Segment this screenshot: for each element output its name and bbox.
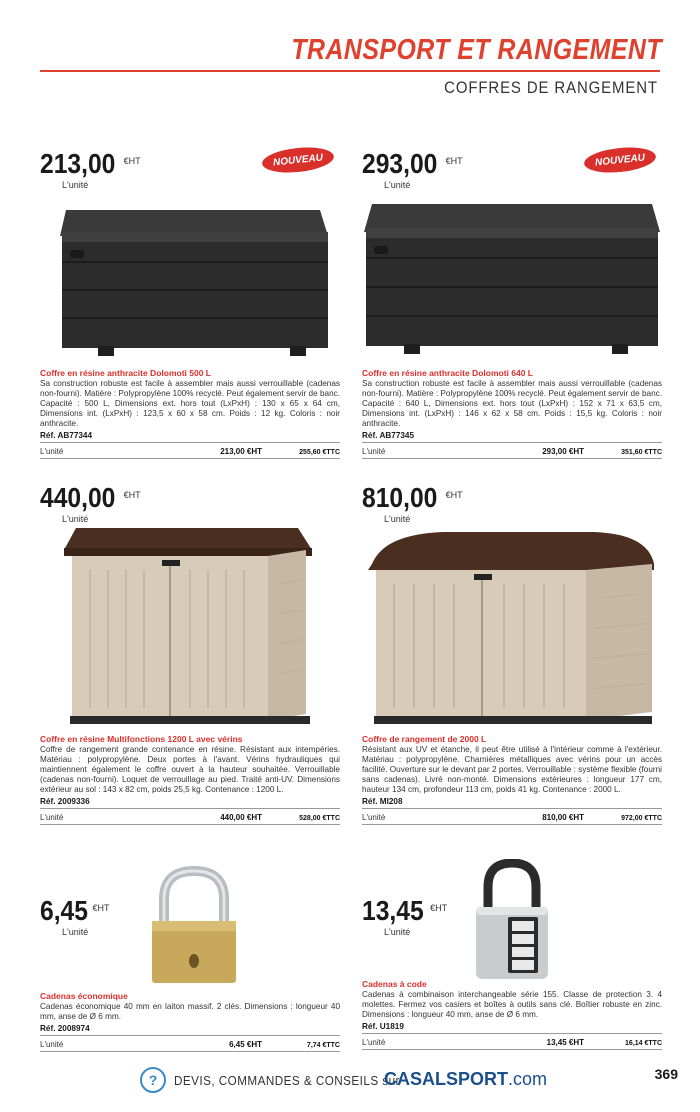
product-name: Cadenas à code (362, 979, 427, 989)
page-subtitle: COFFRES DE RANGEMENT (444, 78, 658, 97)
price-block (362, 148, 463, 190)
product-name: Coffre de rangement de 2000 L (362, 734, 487, 744)
brand-link[interactable] (384, 1069, 547, 1090)
row-label: L'unité (362, 447, 386, 456)
row-price-ttc: 255,60 €TTC (299, 449, 340, 456)
price-block (362, 895, 447, 937)
row-price-ht: 213,00 €HT (220, 447, 262, 456)
product-card (40, 895, 340, 1055)
price-suffix: €HT (430, 903, 448, 913)
product-info (362, 979, 662, 1050)
page-title: TRANSPORT ET RANGEMENT (291, 34, 662, 66)
new-badge: NOUVEAU (583, 144, 657, 175)
row-price-ttc: 528,00 €TTC (299, 815, 340, 822)
product-info (40, 734, 340, 825)
row-label: L'unité (40, 1040, 64, 1049)
chat-question-icon: ? (140, 1067, 166, 1093)
product-info (362, 734, 662, 825)
price-block (40, 148, 141, 190)
price-row (362, 1038, 662, 1050)
product-ref: Réf. AB77344 (40, 431, 340, 443)
product-card (40, 148, 340, 460)
product-name: Coffre en résine Multifonctions 1200 L avec vérins (40, 734, 243, 744)
page-number: 369 (654, 1066, 678, 1082)
price-suffix: €HT (445, 156, 463, 166)
product-card (362, 895, 662, 1055)
row-price-ttc: 351,60 €TTC (621, 449, 662, 456)
product-info (40, 991, 340, 1052)
header-divider (40, 70, 660, 72)
row-price-ht: 810,00 €HT (542, 813, 584, 822)
product-info (40, 368, 340, 459)
unit-label: L'unité (384, 180, 411, 190)
product-description: Cadenas économique 40 mm en laiton massif. 2 clés. Dimensions : longueur 40 mm, anse de Ø 6 mm. (40, 1002, 340, 1021)
product-ref: Réf. U1819 (362, 1022, 662, 1034)
brand-name: CASALSPORT (384, 1069, 509, 1089)
row-price-ht: 6,45 €HT (229, 1040, 262, 1049)
price-suffix: €HT (445, 490, 463, 500)
price-row (40, 447, 340, 459)
row-price-ht: 440,00 €HT (220, 813, 262, 822)
product-description: Sa construction robuste est facile à assembler mais aussi verrouillable (cadenas non-fourni). Matière : Polypropylène 100% recyclé. Peut également servir de banc. Capacité : 500 L, Dimensions ext. hors tout (LxPxH) : 130 x 65 x 64 cm, Dimensions int. (LxPxH) : 123,5 x 60 x 58 cm. Poids : 12 kg. Coloris : noir anthracite. (40, 379, 340, 428)
row-price-ttc: 16,14 €TTC (625, 1040, 662, 1047)
price: 293,00 (362, 148, 438, 179)
product-description: Sa construction robuste est facile à assembler mais aussi verrouillable (cadenas non-fourni). Matière : Polypropylène 100% recyclé. Peut également servir de banc. Capacité : 640 L, Dimensions ext. hors tout (LxPxH) : 152 x 71 x 63,5 cm, Dimensions int. (LxPxH) : 146 x 62 x 58 cm. Poids : 15,5 kg. Coloris : noir anthracite. (362, 379, 662, 428)
price: 6,45 (40, 895, 88, 926)
price: 810,00 (362, 482, 438, 513)
product-card (362, 482, 662, 852)
unit-label: L'unité (384, 927, 411, 937)
product-ref: Réf. MI208 (362, 797, 662, 809)
unit-label: L'unité (62, 927, 89, 937)
row-label: L'unité (40, 813, 64, 822)
product-name: Cadenas économique (40, 991, 128, 1001)
row-label: L'unité (362, 813, 386, 822)
padlock-image (146, 865, 242, 987)
price-block (40, 482, 141, 524)
product-card (40, 482, 340, 852)
row-price-ttc: 7,74 €TTC (306, 1042, 340, 1049)
price-suffix: €HT (92, 903, 110, 913)
new-badge: NOUVEAU (261, 144, 335, 175)
product-name: Coffre en résine anthracite Dolomoti 500 L (40, 368, 211, 378)
unit-label: L'unité (384, 514, 411, 524)
product-ref: Réf. 2009336 (40, 797, 340, 809)
product-ref: Réf. 2008974 (40, 1024, 340, 1036)
price: 440,00 (40, 482, 116, 513)
brand-suffix: .com (508, 1069, 548, 1089)
product-description: Résistant aux UV et étanche, il peut être utilisé à l'intérieur comme à l'extérieur. Matériau : polypropylène. Charnières métalliques avec vérins pour un accès facilité. Ouverture sur le devant par 2 portes. Verrouillable : système flexible (fourni sans cadenas). Livré non-monté. Dimensions extérieures : longueur 177 cm, hauteur 134 cm, profondeur 113 cm, poids 41 kg. Contenance : 2000 L. (362, 745, 662, 794)
price-block (40, 895, 110, 937)
product-name: Coffre en résine anthracite Dolomoti 640 L (362, 368, 533, 378)
price: 13,45 (362, 895, 424, 926)
storage-shed-image (62, 524, 314, 730)
product-ref: Réf. AB77345 (362, 431, 662, 443)
combination-padlock-image (472, 859, 552, 983)
footer-text: DEVIS, COMMANDES & CONSEILS sur (174, 1072, 400, 1088)
price-suffix: €HT (123, 156, 141, 166)
price: 213,00 (40, 148, 116, 179)
storage-box-image (364, 192, 660, 364)
product-info (362, 368, 662, 459)
unit-label: L'unité (62, 514, 89, 524)
row-price-ht: 13,45 €HT (546, 1038, 584, 1047)
price-row (362, 813, 662, 825)
row-price-ht: 293,00 €HT (542, 447, 584, 456)
row-price-ttc: 972,00 €TTC (621, 815, 662, 822)
unit-label: L'unité (62, 180, 89, 190)
row-label: L'unité (362, 1038, 386, 1047)
storage-shed-image (364, 528, 656, 728)
price-row (40, 813, 340, 825)
footer (140, 1067, 425, 1093)
price-row (40, 1040, 340, 1052)
row-label: L'unité (40, 447, 64, 456)
price-suffix: €HT (123, 490, 141, 500)
price-row (362, 447, 662, 459)
product-description: Cadenas à combinaison interchangeable série 155. Classe de protection 3. 4 molettes. Fermez vos casiers et boîtes à outils sans clé. Boîtier robuste en zinc. Dimensions : longueur 40 mm, anse de Ø 6 mm. (362, 990, 662, 1019)
storage-box-image (58, 196, 330, 361)
product-card (362, 148, 662, 460)
product-description: Coffre de rangement grande contenance en résine. Résistant aux intempéries. Matériau : polypropylène. Deux portes à l'avant. Vérins hydrauliques qui maintiennent également le coffre ouvert à la hauteur souhaitée. Verrouillable (cadenas non-fourni). Loquet de verrouillage au pied. Traité anti-UV. Dimensions extérieur au sol : 143 x 82 cm, poids 25,5 kg. Contenance : 1200 L. (40, 745, 340, 794)
price-block (362, 482, 463, 524)
